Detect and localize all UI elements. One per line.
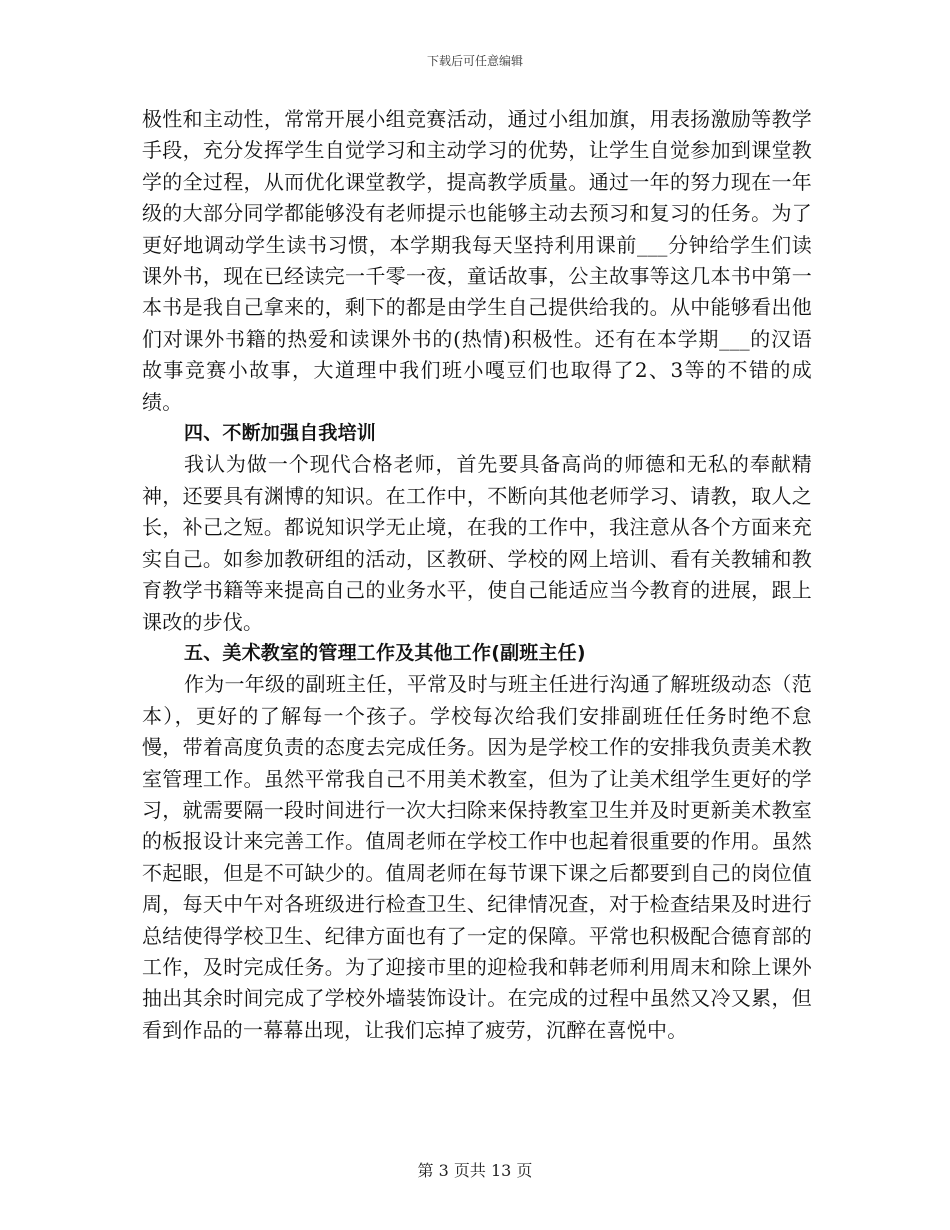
section-heading-self-training: 四、不断加强自我培训 [184, 422, 377, 445]
section-heading-art-room: 五、美术教室的管理工作及其他工作(副班主任) [184, 641, 586, 664]
paragraph-art-room: 作为一年级的副班主任，平常及时与班主任进行沟通了解班级动态（范本），更好的了解每一个孩子。学校每次给我们安排副班任任务时绝不怠慢，带着高度负责的态度去完成任务。因为是学校工作的安排我负责美术教室管理工作。虽然平常我自己不用美术教室，但为了让美术组学生更好的学习，就需要隔一段时间进行一次大扫除来保持教室卫生并及时更新美术教室的板报设计来完善工作。值周老师在学校工作中也起着很重要的作用。虽然不起眼，但是不可缺少的。值周老师在每节课下课之后都要到自己的岗位值周，每天中午对各班级进行检查卫生、纪律情况查，对于检查结果及时进行总结使得学校卫生、纪律方面也有了一定的保障。平常也积极配合德育部的工作，及时完成任务。为了迎接市里的迎检我和韩老师利用周末和除上课外抽出其余时间完成了学校外墙装饰设计。在完成的过程中虽然又冷又累，但看到作品的一幕幕出现，让我们忘掉了疲劳，沉醉在喜悦中。 [142, 672, 812, 1042]
document-body [142, 104, 812, 1046]
paragraph-class-activities: 极性和主动性，常常开展小组竞赛活动，通过小组加旗，用表扬激励等教学手段，充分发挥学生自觉学习和主动学习的优势，让学生自觉参加到课堂教学的全过程，从而优化课堂教学，提高教学质量。通过一年的努力现在一年级的大部分同学都能够没有老师提示也能够主动去预习和复习的任务。为了更好地调动学生读书习惯，本学期我每天坚持利用课前___分钟给学生们读课外书，现在已经读完一千零一夜，童话故事，公主故事等这几本书中第一本书是我自己拿来的，剩下的都是由学生自己提供给我的。从中能够看出他们对课外书籍的热爱和读课外书的(热情)积极性。还有在本学期___的汉语故事竞赛小故事，大道理中我们班小嘎豆们也取得了2、3等的不错的成绩。 [142, 107, 812, 414]
paragraph-self-training: 我认为做一个现代合格老师，首先要具备高尚的师德和无私的奉献精神，还要具有渊博的知识。在工作中，不断向其他老师学习、请教，取人之长，补己之短。都说知识学无止境，在我的工作中，我注意从各个方面来充实自己。如参加教研组的活动，区教研、学校的网上培训、看有关教辅和教育教学书籍等来提高自己的业务水平，使自己能适应当今教育的进展，跟上课改的步伐。 [142, 452, 812, 634]
page-footer: 第 3 页共 13 页 [417, 1161, 533, 1180]
page-header: 下载后可任意编辑 [426, 54, 523, 68]
